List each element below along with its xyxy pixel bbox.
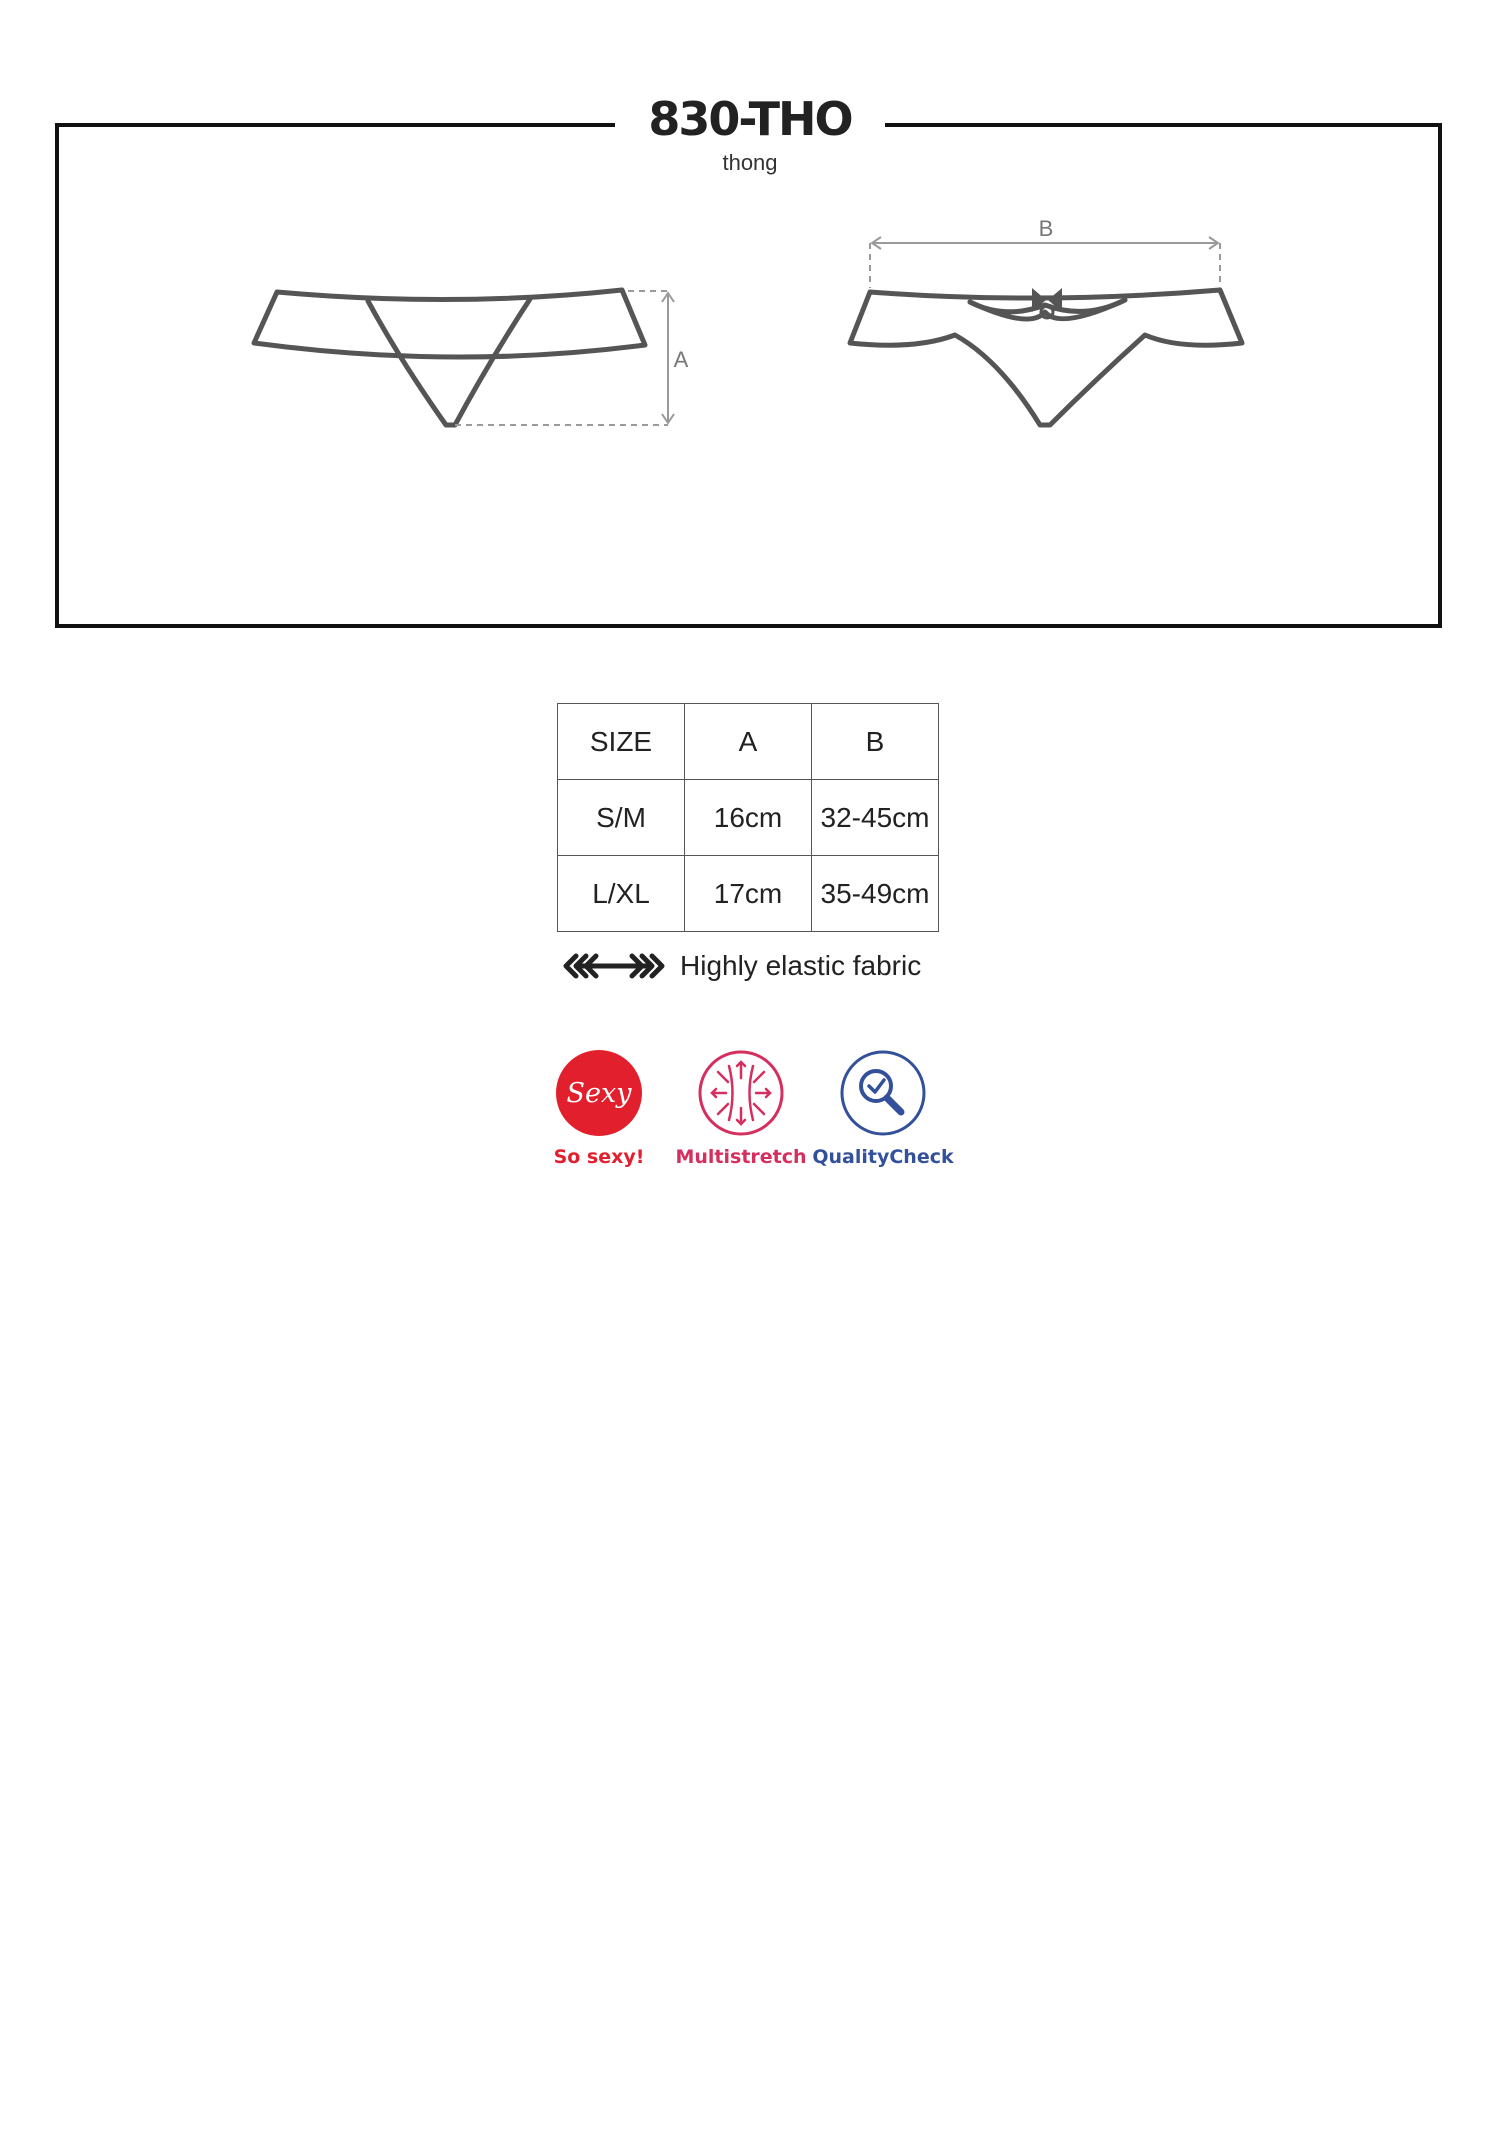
table-cell: L/XL <box>558 856 685 932</box>
elastic-feature <box>562 946 921 986</box>
quality-check-icon <box>838 1048 928 1138</box>
table-cell: 16cm <box>685 780 812 856</box>
table-header-cell: B <box>812 704 939 780</box>
thong-diagrams <box>0 0 1500 700</box>
front-view-diagram <box>254 290 645 425</box>
dimension-b <box>870 237 1220 288</box>
size-table <box>557 703 939 932</box>
table-row <box>558 780 939 856</box>
table-cell: S/M <box>558 780 685 856</box>
elastic-text: Highly elastic fabric <box>680 950 922 981</box>
product-code: 830-THO <box>648 92 852 146</box>
table-cell: 32-45cm <box>812 780 939 856</box>
table-cell: 35-49cm <box>812 856 939 932</box>
quality-check-badge <box>808 1048 958 1143</box>
stretch-arrows-icon <box>562 951 666 981</box>
table-header-cell: A <box>685 704 812 780</box>
table-row <box>558 856 939 932</box>
table-cell: 17cm <box>685 856 812 932</box>
sexy-badge <box>524 1048 674 1143</box>
multistretch-icon <box>696 1048 786 1138</box>
table-header-cell: SIZE <box>558 704 685 780</box>
product-type: thong <box>722 150 778 175</box>
back-view-diagram <box>850 290 1242 425</box>
dimension-b-label: B <box>1038 216 1054 241</box>
quality-check-label: QualityCheck <box>812 1146 954 1168</box>
multistretch-badge <box>666 1048 816 1143</box>
sexy-badge-icon <box>554 1048 644 1138</box>
multistretch-label: Multistretch <box>675 1146 807 1168</box>
dimension-a-label: A <box>673 347 689 372</box>
sexy-badge-label: So sexy! <box>553 1146 645 1168</box>
sexy-badge-text: Sexy <box>566 1078 632 1109</box>
table-header-row <box>558 704 939 780</box>
